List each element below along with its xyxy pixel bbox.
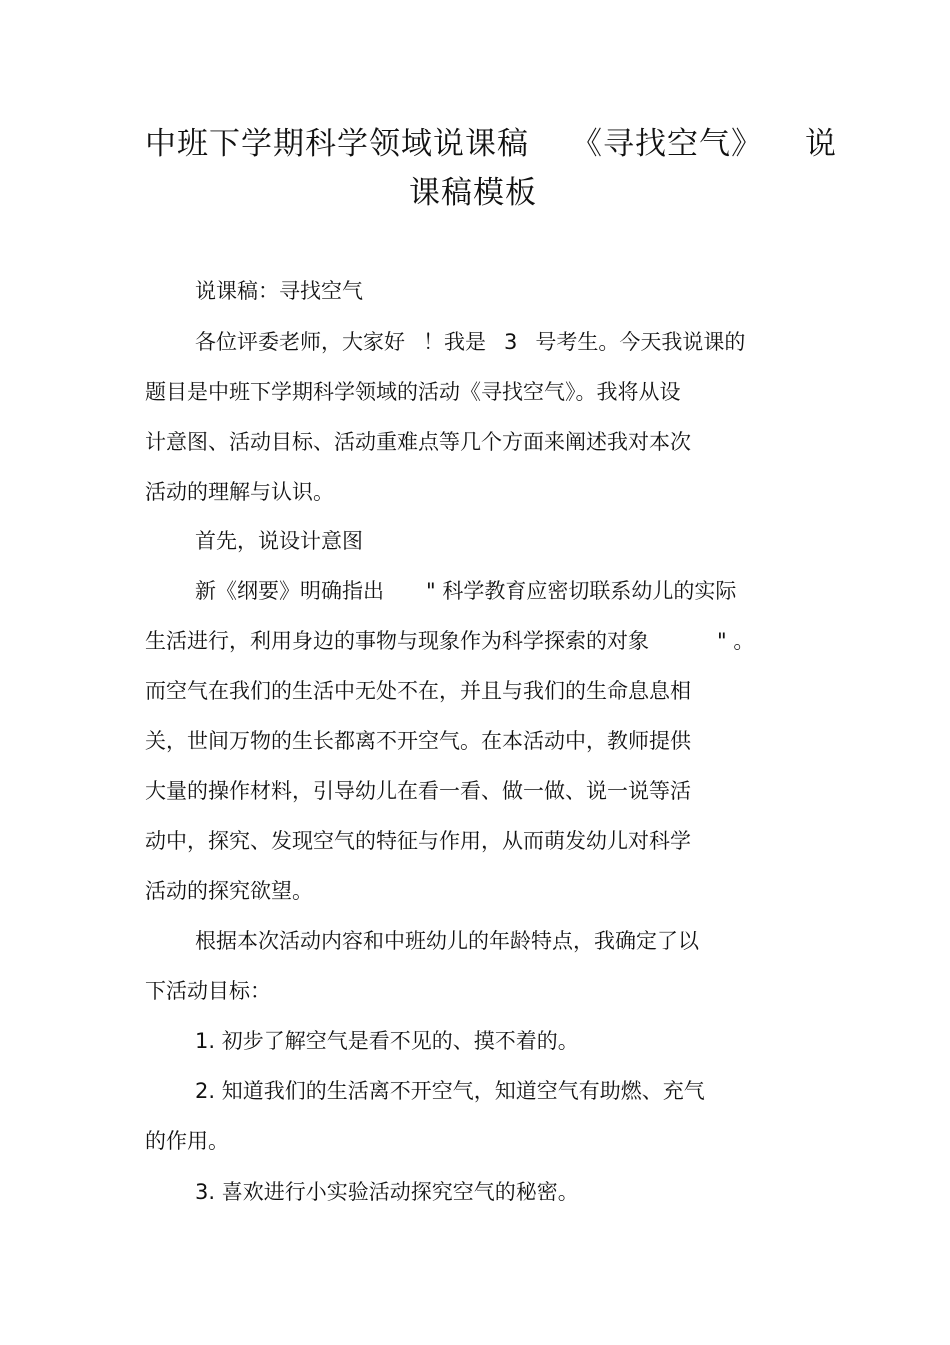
paragraph-line: 动中，探究、发现空气的特征与作用，从而萌发幼儿对科学 — [145, 829, 691, 853]
list-item: 3. 喜欢进行小实验活动探究空气的秘密。 — [195, 1180, 579, 1204]
list-item: 2. 知道我们的生活离不开空气，知道空气有助燃、充气 — [195, 1079, 705, 1103]
list-item-continuation: 的作用。 — [145, 1129, 229, 1153]
title-part-2: 《寻找空气》 — [571, 126, 763, 162]
text-run: " 科学教育应密切联系幼儿的实际 — [426, 579, 737, 603]
paragraph-line: 而空气在我们的生活中无处不在，并且与我们的生命息息相 — [145, 679, 691, 703]
paragraph-line: 关，世间万物的生长都离不开空气。在本活动中，教师提供 — [145, 729, 691, 753]
paragraph-line — [195, 328, 745, 356]
page-title-line-2: 课稿模板 — [409, 175, 537, 211]
text-run: 新《纲要》明确指出 — [195, 579, 384, 603]
paragraph-line: 活动的理解与认识。 — [145, 480, 334, 504]
text-run: 号考生。今天我说课的 — [535, 330, 746, 354]
paragraph-line: 大量的操作材料，引导幼儿在看一看、做一做、说一说等活 — [145, 779, 691, 803]
paragraph-line: 说课稿：寻找空气 — [195, 279, 363, 303]
section-heading: 首先，说设计意图 — [195, 529, 363, 553]
paragraph-line: 活动的探究欲望。 — [145, 879, 313, 903]
title-part-3: 说 — [805, 126, 837, 162]
text-run: 3 — [504, 330, 518, 354]
page-title-line-1 — [145, 124, 837, 164]
text-run: ！我是 — [423, 330, 486, 354]
paragraph-line: 题目是中班下学期科学领域的活动《寻找空气》。我将从设 — [145, 380, 681, 404]
list-item: 1. 初步了解空气是看不见的、摸不着的。 — [195, 1029, 579, 1053]
text-run: " 。 — [717, 629, 755, 653]
text-run: 各位评委老师，大家好 — [195, 330, 405, 354]
title-part-1: 中班下学期科学领域说课稿 — [145, 126, 529, 162]
paragraph-line: 根据本次活动内容和中班幼儿的年龄特点，我确定了以 — [195, 929, 699, 953]
text-run: 生活进行，利用身边的事物与现象作为科学探索的对象 — [145, 629, 649, 653]
paragraph-line — [145, 627, 754, 655]
paragraph-line — [195, 577, 736, 605]
paragraph-line: 计意图、活动目标、活动重难点等几个方面来阐述我对本次 — [145, 430, 691, 454]
paragraph-line: 下活动目标： — [145, 979, 271, 1003]
